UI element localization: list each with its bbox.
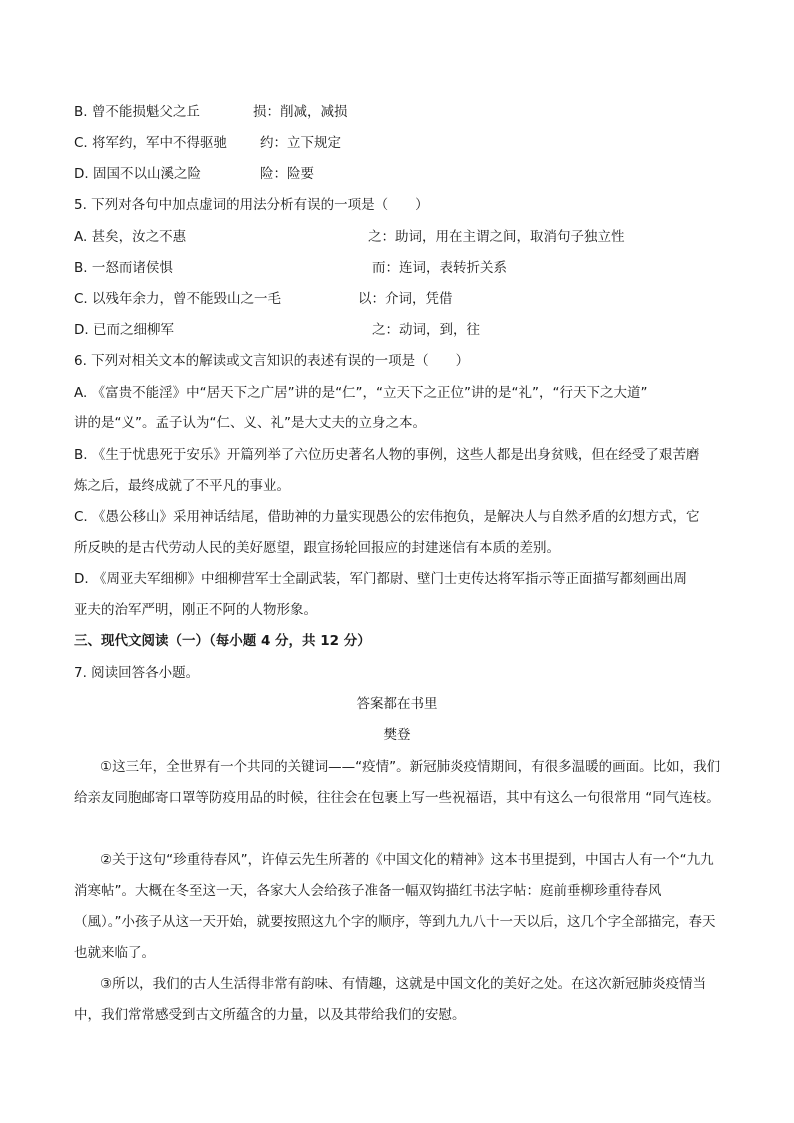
q4-option-c: C. 将军约，军中不得驱驰 xyxy=(74,135,228,151)
article-paragraph-2: ②关于这句“珍重待春风”，许倬云先生所著的《中国文化的精神》这本书里提到，中国古人有一个“九九消寒帖”。大概在冬至这一天，各家大人会给孩子准备一幅双钩描红书法字帖：庭前垂柳珍重待春风（風）。”小孩子从这一天开始，就要按照这九个字的顺序，等到九九八十一天以后，这几个字全部描完，春天也就来临了。 xyxy=(74,852,716,961)
q6-option-b-line2: 炼之后，最终成就了不平凡的事业。 xyxy=(74,478,290,494)
q4-option-d-gloss: 险：险要 xyxy=(260,166,314,182)
article-paragraph-1: ①这三年，全世界有一个共同的关键词——“疫情”。新冠肺炎疫情期间，有很多温暖的画面。比如，我们给亲友同胞邮寄口罩等防疫用品的时候，往往会在包裹上写一些祝福语，其中有这么一句很常用 “同气连枝。 xyxy=(74,759,721,806)
q6-option-d-line1: D. 《周亚夫军细柳》中细柳营军士全副武装，军门都尉、壁门士吏传达将军指示等正面描写都刻画出周 xyxy=(74,571,687,587)
article-author: 樊登 xyxy=(383,727,411,743)
q5-option-c: C. 以残年余力，曾不能毁山之一毛 xyxy=(74,291,282,307)
article-paragraph-3: ③所以，我们的古人生活得非常有韵味、有情趣，这就是中国文化的美好之处。在这次新冠肺炎疫情当中，我们常常感受到古文所蕴含的力量，以及其带给我们的安慰。 xyxy=(74,976,707,1023)
q5-option-b: B. 一怒而诸侯惧 xyxy=(74,260,173,276)
q5-stem: 5. 下列对各句中加点虚词的用法分析有误的一项是（ ） xyxy=(74,197,429,213)
q6-option-c-line2: 所反映的是古代劳动人民的美好愿望，跟宣扬轮回报应的封建迷信有本质的差别。 xyxy=(74,540,560,556)
q5-option-b-gloss: 而：连词，表转折关系 xyxy=(372,260,507,276)
q5-option-d-gloss: 之：动词，到，往 xyxy=(372,322,480,338)
q7-stem: 7. 阅读回答各小题。 xyxy=(74,665,200,681)
q6-option-b-line1: B. 《生于忧患死于安乐》开篇列举了六位历史著名人物的事例，这些人都是出身贫贱，但在经受了艰苦磨 xyxy=(74,447,700,463)
q6-option-d-line2: 亚夫的治军严明，刚正不阿的人物形象。 xyxy=(74,602,317,618)
q6-option-a-line2: 讲的是“义”。孟子认为“仁、义、礼”是大丈夫的立身之本。 xyxy=(74,415,426,431)
q4-option-b-gloss: 损：削减，减损 xyxy=(253,104,348,120)
q5-option-d: D. 已而之细柳军 xyxy=(74,322,174,338)
q5-option-a: A. 甚矣，汝之不惠 xyxy=(74,229,187,245)
q6-option-a-line1: A. 《富贵不能淫》中“居天下之广居”讲的是“仁”，“立天下之正位”讲的是“礼”，“行天下之大道” xyxy=(74,385,648,401)
article-title: 答案都在书里 xyxy=(356,696,438,712)
q5-option-a-gloss: 之：助词，用在主谓之间，取消句子独立性 xyxy=(368,229,625,245)
section3-heading: 三、现代文阅读（一）（每小题 4 分，共 12 分） xyxy=(74,633,371,649)
q6-option-c-line1: C. 《愚公移山》采用神话结尾，借助神的力量实现愚公的宏伟抱负，是解决人与自然矛盾的幻想方式，它 xyxy=(74,509,700,525)
q4-option-d: D. 固国不以山溪之险 xyxy=(74,166,201,182)
q4-option-b: B. 曾不能损魁父之丘 xyxy=(74,104,200,120)
q5-option-c-gloss: 以：介词，凭借 xyxy=(358,291,453,307)
q4-option-c-gloss: 约：立下规定 xyxy=(260,135,341,151)
q6-stem: 6. 下列对相关文本的解读或文言知识的表述有误的一项是（ ） xyxy=(74,353,470,369)
